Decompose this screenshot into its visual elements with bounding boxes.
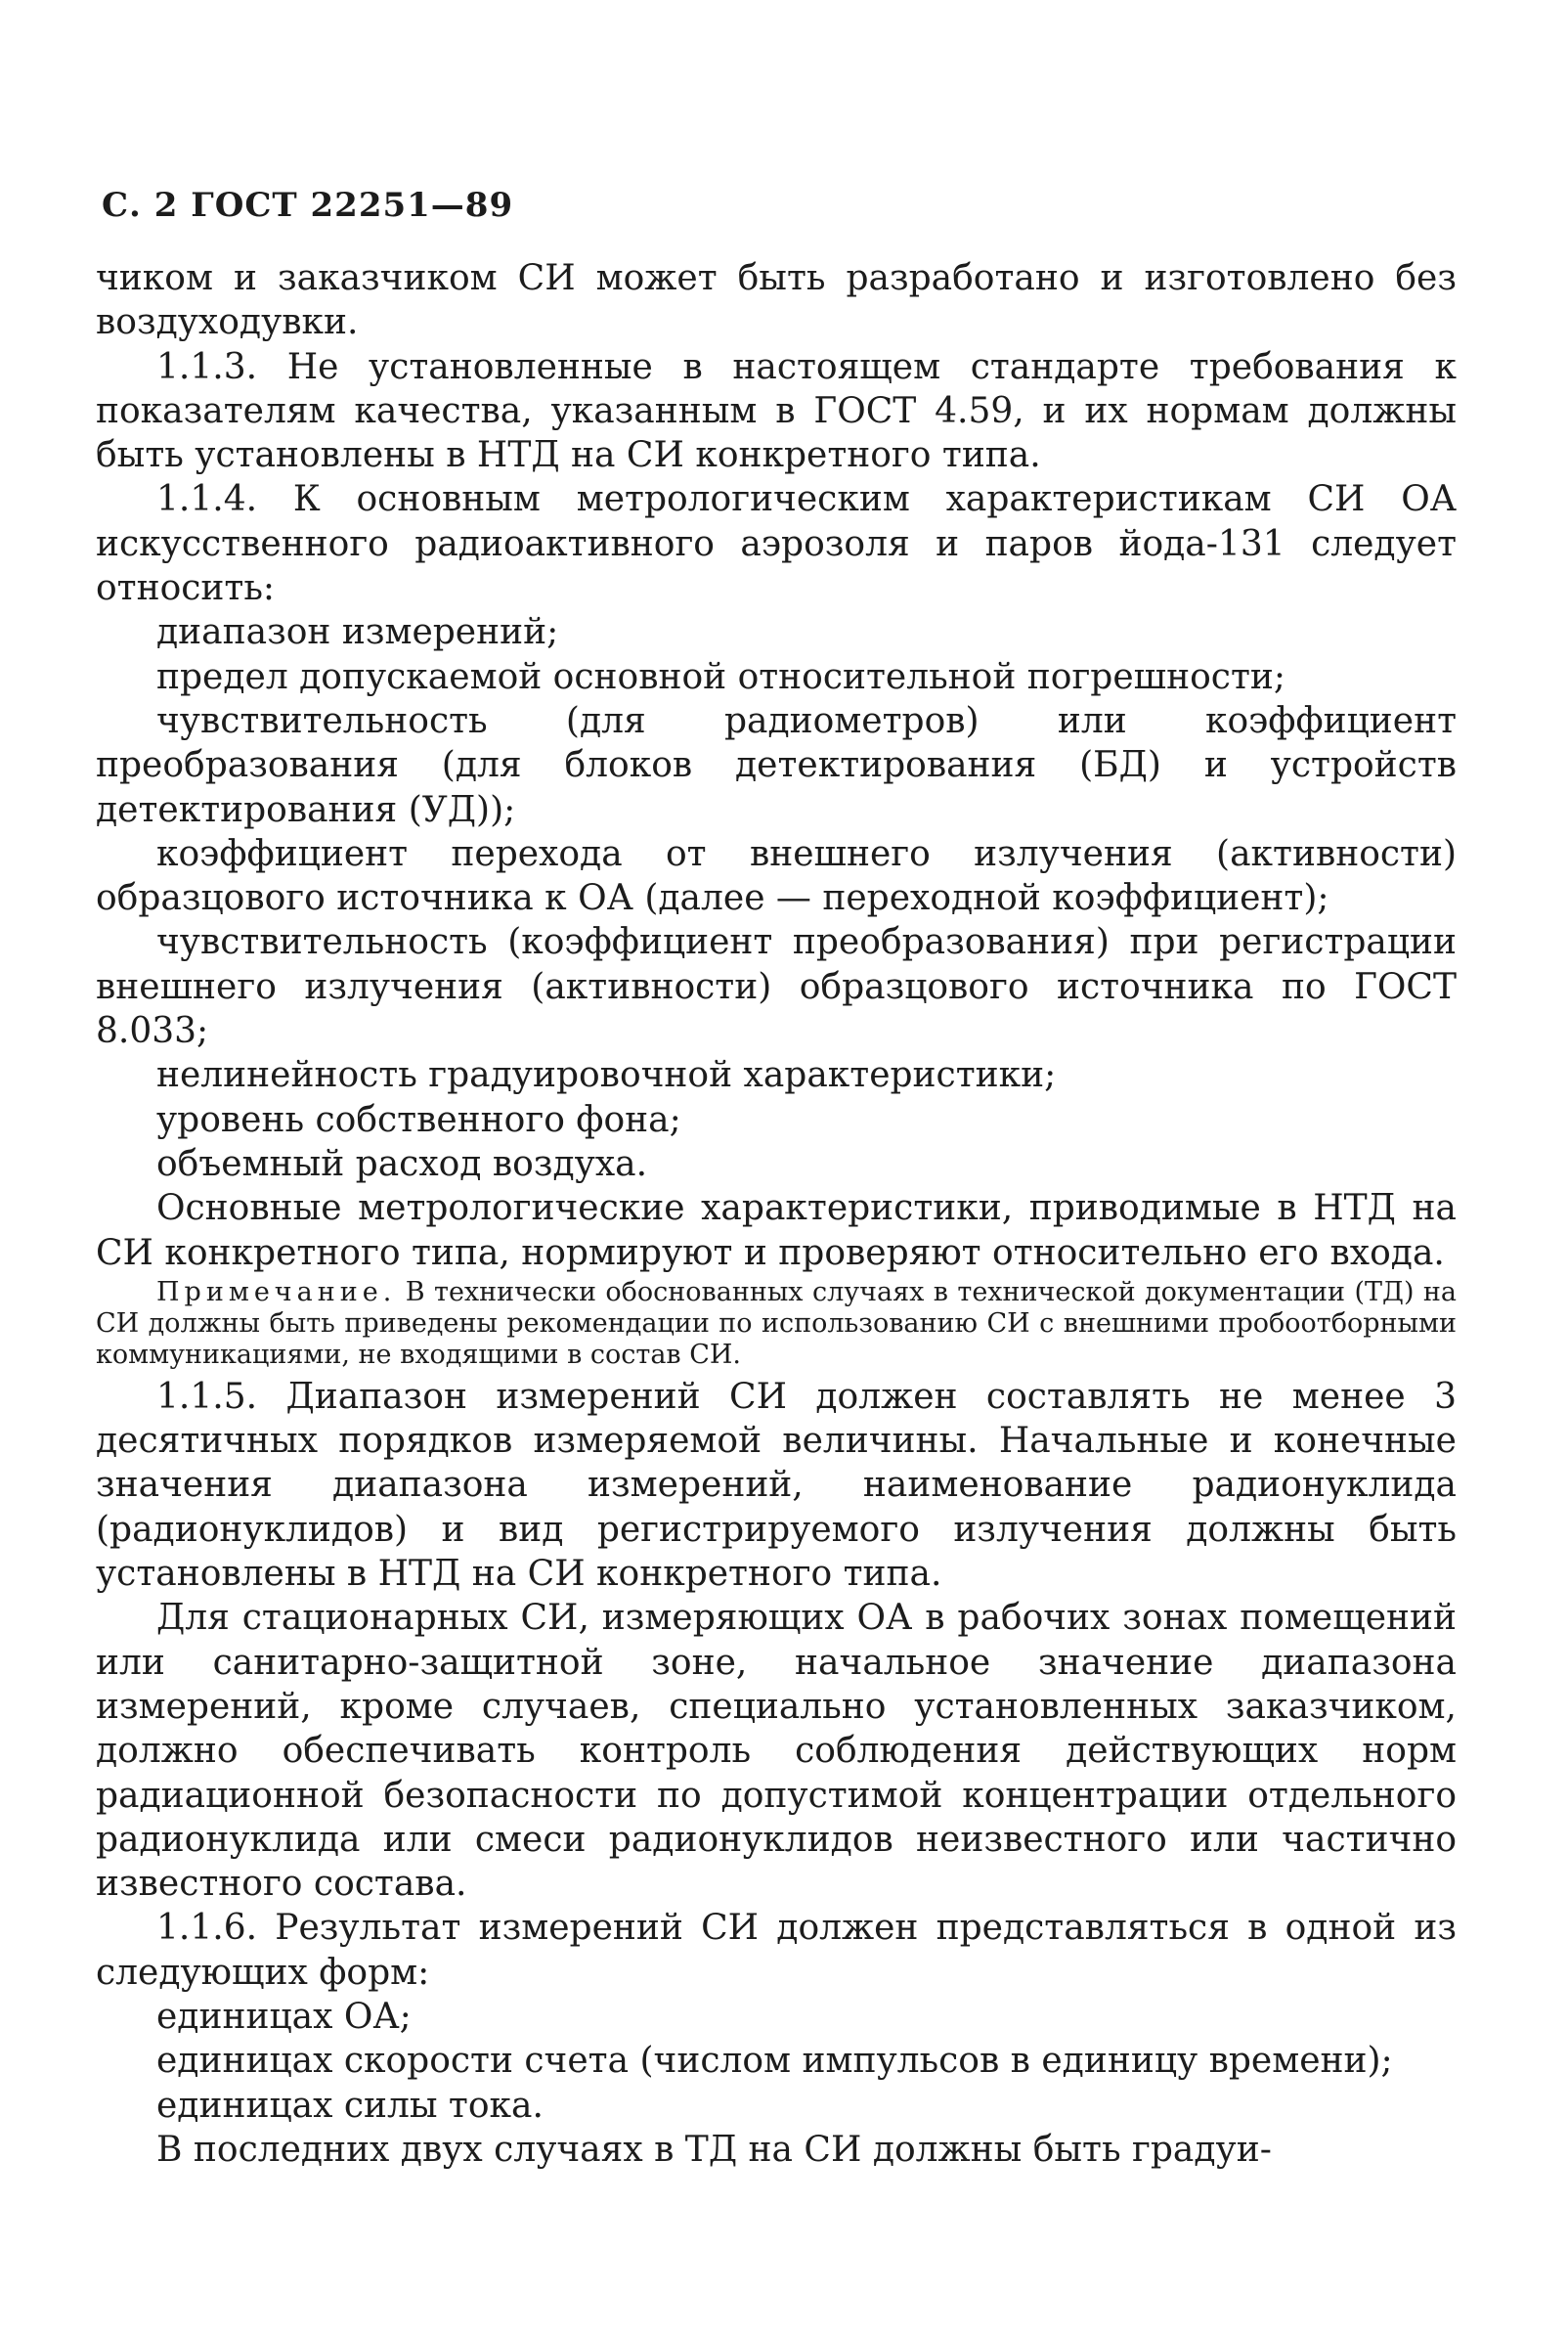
note (96, 1277, 1457, 1371)
paragraph-main-characteristics: Основные метрологические характеристики, приводимые в НТД на СИ конкретного типа, нормируют и проверяют относительно его входа. (96, 1188, 1457, 1273)
paragraph-last: В последних двух случаях в ТД на СИ должны быть градуи- (156, 2129, 1272, 2170)
note-label: Примечание. (156, 1276, 397, 1307)
paragraph-1-1-3: 1.1.3. Не установленные в настоящем стандарте требования к показателям качества, указанным в ГОСТ 4.59, и их нормам должны быть установлены в НТД на СИ конкретного типа. (96, 346, 1457, 476)
note-text: В технически обоснованных случаях в технической документации (ТД) на СИ должны быть приведены рекомендации по использованию СИ с внешними пробоотборными коммуникациями, не входящими в состав СИ. (96, 1276, 1457, 1370)
list-item: нелинейность градуировочной характеристики; (156, 1055, 1057, 1096)
list-item: единицах скорости счета (числом импульсов в единицу времени); (156, 2041, 1393, 2082)
list-item: коэффициент перехода от внешнего излучения (активности) образцового источника к ОА (далее — переходной коэффициент); (96, 833, 1457, 919)
list-item: единицах силы тока. (156, 2085, 544, 2126)
list-item: уровень собственного фона; (156, 1099, 681, 1140)
list-item: единицах ОА; (156, 1996, 412, 2037)
list-item: предел допускаемой основной относительной погрешности; (156, 656, 1285, 697)
list-item: диапазон измерений; (156, 612, 559, 653)
page-body (96, 256, 1457, 2172)
list-item: чувствительность (для радиометров) или коэффициент преобразования (для блоков детектирования (БД) и устройств детектирования (УД)); (96, 700, 1457, 830)
page-header: С. 2 ГОСТ 22251—89 (102, 186, 514, 225)
paragraph-stationary: Для стационарных СИ, измеряющих ОА в рабочих зонах помещений или санитарно-защитной зоне, начальное значение диапазона измерений, кроме случаев, специально установленных заказчиком, должно обеспечивать контроль соблюдения действующих норм радиационной безопасности по допустимой концентрации отдельного радионуклида или смеси радионуклидов неизвестного или частично известного состава. (96, 1598, 1457, 1905)
paragraph-continuation: чиком и заказчиком СИ может быть разработано и изготовлено без воздуходувки. (96, 258, 1457, 343)
paragraph-1-1-6: 1.1.6. Результат измерений СИ должен представляться в одной из следующих форм: (96, 1908, 1457, 1993)
list-item: чувствительность (коэффициент преобразования) при регистрации внешнего излучения (активности) образцового источника по ГОСТ 8.033; (96, 922, 1457, 1052)
list-item: объемный расход воздуха. (156, 1143, 648, 1184)
paragraph-1-1-5: 1.1.5. Диапазон измерений СИ должен составлять не менее 3 десятичных порядков измеряемой величины. Начальные и конечные значения диапазона измерений, наименование радионуклида (радионуклидов) и вид регистрируемого излучения должны быть установлены в НТД на СИ конкретного типа. (96, 1376, 1457, 1595)
paragraph-1-1-4: 1.1.4. К основным метрологическим характеристикам СИ ОА искусственного радиоактивного аэрозоля и паров йода-131 следует относить: (96, 479, 1457, 609)
